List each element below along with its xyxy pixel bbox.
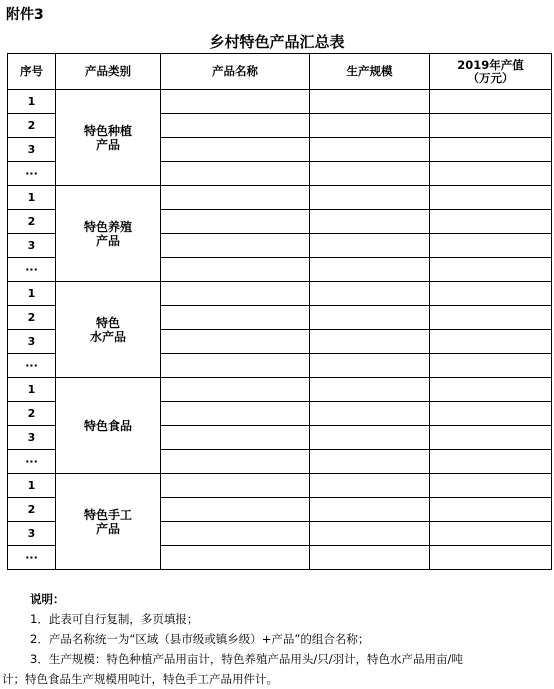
production-scale-cell[interactable] xyxy=(310,114,430,138)
output-value-cell[interactable] xyxy=(430,378,552,402)
production-scale-cell[interactable] xyxy=(310,522,430,546)
category-cell: 特色食品 xyxy=(56,378,161,474)
note-item: 2．产品名称统一为“区域（县市级或镇乡级）+产品”的组合名称； xyxy=(30,632,370,646)
production-scale-cell[interactable] xyxy=(310,210,430,234)
table-row xyxy=(8,474,552,498)
production-scale-cell[interactable] xyxy=(310,402,430,426)
note-item: 1．此表可自行复制，多页填报； xyxy=(30,612,199,626)
output-value-cell[interactable] xyxy=(430,426,552,450)
row-index-cell: 2 xyxy=(8,114,56,138)
output-value-cell[interactable] xyxy=(430,546,552,570)
row-index-cell: 1 xyxy=(8,378,56,402)
row-index-cell: 3 xyxy=(8,234,56,258)
product-name-cell[interactable] xyxy=(161,354,310,378)
row-index-cell: 3 xyxy=(8,522,56,546)
production-scale-cell[interactable] xyxy=(310,450,430,474)
category-cell: 特色手工 产品 xyxy=(56,474,161,570)
output-value-cell[interactable] xyxy=(430,402,552,426)
output-value-cell[interactable] xyxy=(430,258,552,282)
note-item: 3．生产规模：特色种植产品用亩计，特色养殖产品用头/只/羽计，特色水产品用亩/吨 xyxy=(30,652,463,666)
production-scale-cell[interactable] xyxy=(310,90,430,114)
product-name-cell[interactable] xyxy=(161,474,310,498)
product-name-cell[interactable] xyxy=(161,402,310,426)
production-scale-cell[interactable] xyxy=(310,282,430,306)
product-name-cell[interactable] xyxy=(161,90,310,114)
product-name-cell[interactable] xyxy=(161,306,310,330)
row-index-cell: ··· xyxy=(8,162,56,186)
production-scale-cell[interactable] xyxy=(310,426,430,450)
production-scale-cell[interactable] xyxy=(310,138,430,162)
production-scale-cell[interactable] xyxy=(310,186,430,210)
row-index-cell: ··· xyxy=(8,258,56,282)
output-value-cell[interactable] xyxy=(430,162,552,186)
row-index-cell: 3 xyxy=(8,138,56,162)
note-item-continued: 计；特色食品生产规模用吨计，特色手工产品用件计。 xyxy=(2,672,278,686)
product-name-cell[interactable] xyxy=(161,498,310,522)
production-scale-cell[interactable] xyxy=(310,378,430,402)
production-scale-cell[interactable] xyxy=(310,258,430,282)
table-row xyxy=(8,378,552,402)
row-index-cell: ··· xyxy=(8,546,56,570)
product-name-cell[interactable] xyxy=(161,258,310,282)
output-value-cell[interactable] xyxy=(430,330,552,354)
row-index-cell: 1 xyxy=(8,90,56,114)
category-cell: 特色养殖 产品 xyxy=(56,186,161,282)
category-cell: 特色 水产品 xyxy=(56,282,161,378)
production-scale-cell[interactable] xyxy=(310,546,430,570)
column-header-product-name: 产品名称 xyxy=(161,54,310,90)
output-value-cell[interactable] xyxy=(430,474,552,498)
output-value-cell[interactable] xyxy=(430,210,552,234)
product-name-cell[interactable] xyxy=(161,138,310,162)
output-value-cell[interactable] xyxy=(430,138,552,162)
row-index-cell: ··· xyxy=(8,450,56,474)
attachment-label: 附件3 xyxy=(6,7,44,23)
row-index-cell: 2 xyxy=(8,498,56,522)
output-value-cell[interactable] xyxy=(430,450,552,474)
row-index-cell: 1 xyxy=(8,186,56,210)
output-value-cell[interactable] xyxy=(430,354,552,378)
category-cell: 特色种植 产品 xyxy=(56,90,161,186)
row-index-cell: 2 xyxy=(8,306,56,330)
output-value-cell[interactable] xyxy=(430,282,552,306)
table-row xyxy=(8,90,552,114)
product-name-cell[interactable] xyxy=(161,330,310,354)
product-name-cell[interactable] xyxy=(161,114,310,138)
production-scale-cell[interactable] xyxy=(310,354,430,378)
row-index-cell: 1 xyxy=(8,474,56,498)
notes-heading: 说明： xyxy=(30,592,65,606)
product-name-cell[interactable] xyxy=(161,162,310,186)
output-value-cell[interactable] xyxy=(430,498,552,522)
row-index-cell: 2 xyxy=(8,402,56,426)
production-scale-cell[interactable] xyxy=(310,498,430,522)
production-scale-cell[interactable] xyxy=(310,474,430,498)
product-name-cell[interactable] xyxy=(161,450,310,474)
output-value-cell[interactable] xyxy=(430,234,552,258)
product-name-cell[interactable] xyxy=(161,282,310,306)
row-index-cell: 1 xyxy=(8,282,56,306)
row-index-cell: 3 xyxy=(8,426,56,450)
column-header-category: 产品类别 xyxy=(56,54,161,90)
product-name-cell[interactable] xyxy=(161,546,310,570)
row-index-cell: 2 xyxy=(8,210,56,234)
table-header-row xyxy=(8,54,552,90)
production-scale-cell[interactable] xyxy=(310,330,430,354)
product-summary-table xyxy=(7,53,552,570)
table-row xyxy=(8,282,552,306)
product-name-cell[interactable] xyxy=(161,426,310,450)
production-scale-cell[interactable] xyxy=(310,234,430,258)
product-name-cell[interactable] xyxy=(161,234,310,258)
table-title: 乡村特色产品汇总表 xyxy=(209,33,345,51)
output-value-cell[interactable] xyxy=(430,114,552,138)
production-scale-cell[interactable] xyxy=(310,162,430,186)
row-index-cell: 3 xyxy=(8,330,56,354)
product-name-cell[interactable] xyxy=(161,210,310,234)
product-name-cell[interactable] xyxy=(161,378,310,402)
column-header-production-scale: 生产规模 xyxy=(310,54,430,90)
row-index-cell: ··· xyxy=(8,354,56,378)
output-value-cell[interactable] xyxy=(430,186,552,210)
notes-section xyxy=(2,589,552,689)
column-header-output-value: 2019年产值 （万元） xyxy=(430,54,552,90)
output-value-cell[interactable] xyxy=(430,522,552,546)
output-value-cell[interactable] xyxy=(430,306,552,330)
production-scale-cell[interactable] xyxy=(310,306,430,330)
table-row xyxy=(8,186,552,210)
column-header-index: 序号 xyxy=(8,54,56,90)
output-value-cell[interactable] xyxy=(430,90,552,114)
product-name-cell[interactable] xyxy=(161,522,310,546)
product-name-cell[interactable] xyxy=(161,186,310,210)
